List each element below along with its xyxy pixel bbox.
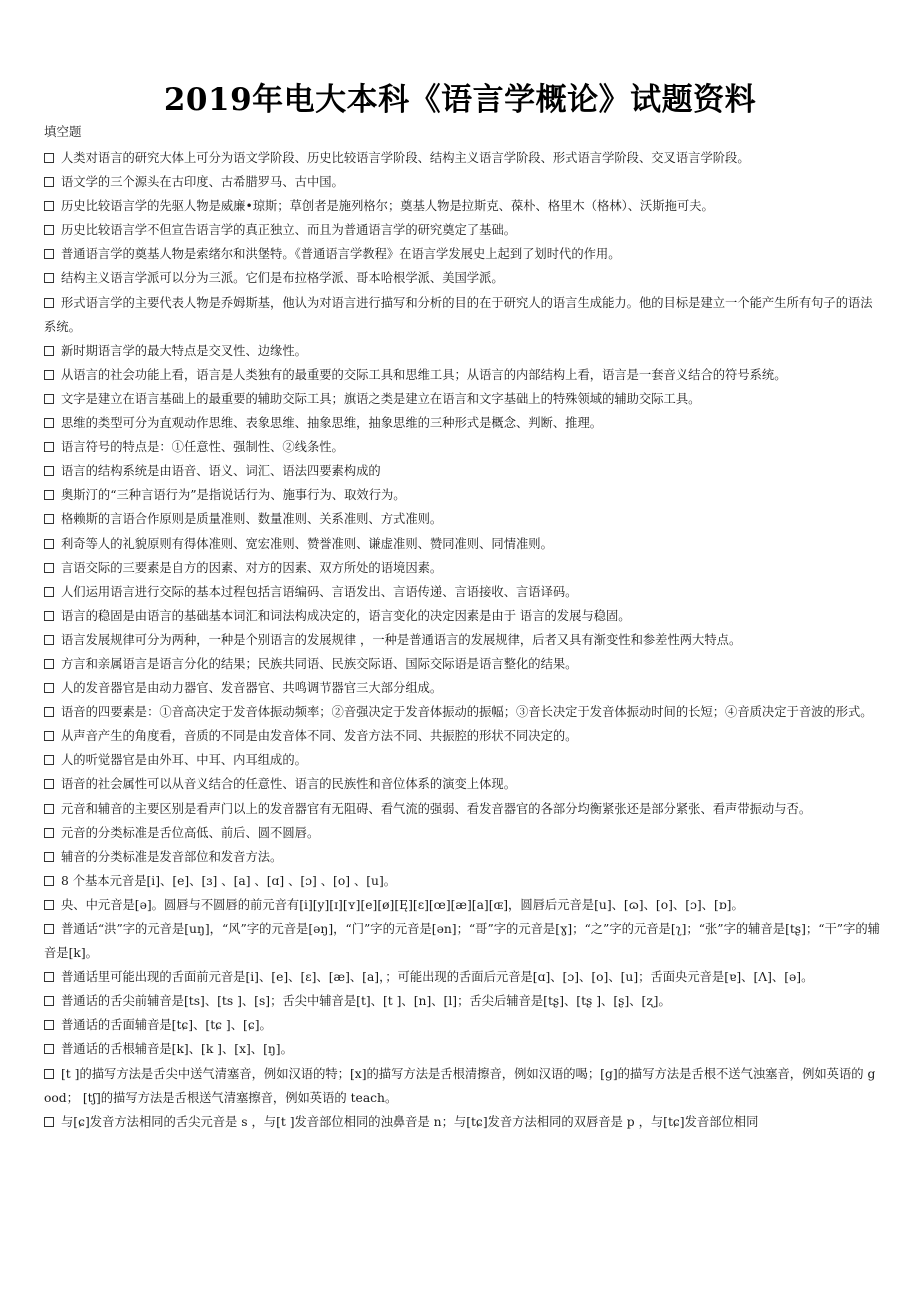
list-item	[44, 893, 882, 917]
checkbox-icon	[44, 804, 54, 814]
list-item	[44, 411, 882, 435]
list-item	[44, 1110, 882, 1134]
list-item	[44, 1013, 882, 1037]
list-item-text: 格赖斯的言语合作原则是质量准则、数量准则、关系准则、方式准则。	[61, 512, 443, 527]
checkbox-icon	[44, 1020, 54, 1030]
list-item	[44, 291, 882, 339]
list-item-text: 语音的社会属性可以从音义结合的任意性、语言的民族性和音位体系的演变上体现。	[61, 777, 516, 792]
list-item-text: 人的听觉器官是由外耳、中耳、内耳组成的。	[61, 753, 307, 768]
checkbox-icon	[44, 635, 54, 645]
section-heading: 填空题	[44, 124, 82, 139]
list-item-text: 普通话的舌面辅音是[tɕ]、[tɕ ]、[ɕ]。	[61, 1018, 272, 1033]
checkbox-icon	[44, 563, 54, 573]
list-item	[44, 845, 882, 869]
list-item-text: 从声音产生的角度看，音质的不同是由发音体不同、发音方法不同、共振腔的形状不同决定的。	[61, 729, 578, 744]
checkbox-icon	[44, 924, 54, 934]
checkbox-icon	[44, 755, 54, 765]
checkbox-icon	[44, 828, 54, 838]
list-item	[44, 266, 882, 290]
list-item	[44, 869, 882, 893]
list-item	[44, 965, 882, 989]
document-title: 2019年电大本科《语言学概论》试题资料	[163, 82, 757, 118]
list-item	[44, 483, 882, 507]
question-list	[44, 146, 882, 1134]
checkbox-icon	[44, 587, 54, 597]
list-item-text: 语言的结构系统是由语音、语义、词汇、语法四要素构成的	[61, 464, 381, 479]
checkbox-icon	[44, 1069, 54, 1079]
list-item	[44, 532, 882, 556]
list-item-text: 结构主义语言学派可以分为三派。它们是布拉格学派、哥本哈根学派、美国学派。	[61, 271, 504, 286]
list-item-text: 人类对语言的研究大体上可分为语文学阶段、历史比较语言学阶段、结构主义语言学阶段、形式语言学阶段、交叉语言学阶段。	[61, 151, 750, 165]
checkbox-icon	[44, 876, 54, 886]
checkbox-icon	[44, 611, 54, 621]
list-item-text: 奥斯汀的“三种言语行为”是指说话行为、施事行为、取效行为。	[61, 488, 406, 503]
list-item	[44, 146, 882, 170]
list-item	[44, 218, 882, 242]
list-item	[44, 628, 882, 652]
list-item-text: [t ]的描写方法是舌尖中送气清塞音，例如汉语的特；[x]的描写方法是舌根清擦音，例如汉语的喝；[g]的描写方法是舌根不送气浊塞音，例如英语的 good； [tʃ]的描写方法是舌根送气清塞擦音，例如英语的 teach。	[44, 1066, 876, 1105]
list-item-text: 人的发音器官是由动力器官、发音器官、共鸣调节器官三大部分组成。	[61, 681, 443, 696]
list-item-text: 利奇等人的礼貌原则有得体准则、宽宏准则、赞誉准则、谦虚准则、赞同准则、同情准则。	[61, 536, 553, 551]
list-item	[44, 507, 882, 531]
list-item-text: 新时期语言学的最大特点是交叉性、边缘性。	[61, 343, 307, 358]
checkbox-icon	[44, 852, 54, 862]
list-item	[44, 387, 882, 411]
checkbox-icon	[44, 370, 54, 380]
list-item-text: 普通话“洪”字的元音是[uŋ]，“风”字的元音是[əŋ]，“门”字的元音是[ən]；“哥”字的元音是[ɣ]；“之”字的元音是[ʅ]；“张”字的辅音是[tʂ]；“干”字的辅音是[k]。	[44, 922, 880, 961]
checkbox-icon	[44, 707, 54, 717]
checkbox-icon	[44, 153, 54, 163]
list-item-text: 文字是建立在语言基础上的最重要的辅助交际工具；旗语之类是建立在语言和文字基础上的特殊领域的辅助交际工具。	[61, 391, 701, 406]
list-item-text: 辅音的分类标准是发音部位和发音方法。	[61, 849, 283, 864]
list-item	[44, 797, 882, 821]
checkbox-icon	[44, 418, 54, 428]
checkbox-icon	[44, 514, 54, 524]
list-item	[44, 363, 882, 387]
checkbox-icon	[44, 1117, 54, 1127]
list-item	[44, 1062, 882, 1110]
list-item	[44, 459, 882, 483]
list-item	[44, 700, 882, 724]
checkbox-icon	[44, 249, 54, 259]
list-item	[44, 724, 882, 748]
list-item-text: 语音的四要素是：①音高决定于发音体振动频率；②音强决定于发音体振动的振幅；③音长决定于发音体振动时间的长短；④音质决定于音波的形式。	[61, 705, 873, 720]
checkbox-icon	[44, 659, 54, 669]
list-item	[44, 652, 882, 676]
checkbox-icon	[44, 273, 54, 283]
list-item-text: 元音的分类标准是舌位高低、前后、圆不圆唇。	[61, 825, 320, 840]
list-item-text: 方言和亲属语言是语言分化的结果；民族共同语、民族交际语、国际交际语是语言整化的结果。	[61, 656, 578, 671]
checkbox-icon	[44, 442, 54, 452]
list-item	[44, 772, 882, 796]
checkbox-icon	[44, 996, 54, 1006]
checkbox-icon	[44, 298, 54, 308]
list-item-text: 形式语言学的主要代表人物是乔姆斯基，他认为对语言进行描写和分析的目的在于研究人的语言生成能力。他的目标是建立一个能产生所有句子的语法系统。	[44, 295, 873, 334]
list-item-text: 元音和辅音的主要区别是看声门以上的发音器官有无阻碍、看气流的强弱、看发音器官的各部分均衡紧张还是部分紧张、看声带振动与否。	[61, 801, 812, 816]
checkbox-icon	[44, 201, 54, 211]
list-item	[44, 917, 882, 965]
list-item	[44, 821, 882, 845]
list-item	[44, 435, 882, 459]
list-item	[44, 580, 882, 604]
list-item	[44, 989, 882, 1013]
checkbox-icon	[44, 683, 54, 693]
list-item-text: 普通话的舌根辅音是[k]、[k ]、[x]、[ŋ]。	[61, 1042, 293, 1057]
list-item-text: 从语言的社会功能上看，语言是人类独有的最重要的交际工具和思维工具；从语言的内部结构上看，语言是一套音义结合的符号系统。	[61, 367, 787, 382]
checkbox-icon	[44, 394, 54, 404]
checkbox-icon	[44, 539, 54, 549]
list-item-text: 语言符号的特点是：①任意性、强制性、②线条性。	[61, 440, 344, 455]
list-item-text: 语文学的三个源头在古印度、古希腊罗马、古中国。	[61, 175, 344, 190]
list-item	[44, 339, 882, 363]
list-item	[44, 676, 882, 700]
checkbox-icon	[44, 225, 54, 235]
list-item-text: 普通语言学的奠基人物是索绪尔和洪堡特。《普通语言学教程》在语言学发展史上起到了划时代的作用。	[61, 247, 621, 262]
list-item	[44, 194, 882, 218]
list-item-text: 语言发展规律可分为两种，一种是个别语言的发展规律 ，一种是普通语言的发展规律，后者又具有渐变性和参差性两大特点。	[61, 632, 742, 647]
list-item-text: 历史比较语言学不但宣告语言学的真正独立、而且为普通语言学的研究奠定了基础。	[61, 223, 516, 238]
checkbox-icon	[44, 972, 54, 982]
list-item	[44, 1037, 882, 1061]
list-item-text: 8 个基本元音是[i]、[e]、[ɜ] 、[a] 、[ɑ] 、[ɔ] 、[o] 、[u]。	[61, 873, 397, 888]
checkbox-icon	[44, 731, 54, 741]
list-item-text: 历史比较语言学的先驱人物是威廉•琼斯；草创者是施列格尔；奠基人物是拉斯克、葆朴、格里木（格林）、沃斯拖可夫。	[61, 199, 714, 214]
list-item-text: 言语交际的三要素是自方的因素、对方的因素、双方所处的语境因素。	[61, 560, 443, 575]
list-item	[44, 556, 882, 580]
list-item	[44, 604, 882, 628]
list-item	[44, 242, 882, 266]
checkbox-icon	[44, 1044, 54, 1054]
list-item-text: 普通话的舌尖前辅音是[ts]、[ts ]、[s]；舌尖中辅音是[t]、[t ]、[n]、[l]；舌尖后辅音是[tʂ]、[tʂ ]、[ʂ]、[ʐ]。	[61, 994, 671, 1009]
list-item-text: 人们运用语言进行交际的基本过程包括言语编码、言语发出、言语传递、言语接收、言语译码。	[61, 584, 578, 599]
checkbox-icon	[44, 466, 54, 476]
list-item-text: 语言的稳固是由语言的基础基本词汇和词法构成决定的，语言变化的决定因素是由于 语言的发展与稳固。	[61, 608, 631, 623]
checkbox-icon	[44, 177, 54, 187]
list-item-text: 央、中元音是[ə]。圆唇与不圆唇的前元音有[i][y][ɪ][ʏ][e][ø][Ę][ɛ][œ][æ][a][ɶ]，圆唇后元音是[u]、[ɷ]、[o]、[ɔ]、[ɒ]。	[61, 897, 744, 912]
checkbox-icon	[44, 900, 54, 910]
list-item	[44, 170, 882, 194]
checkbox-icon	[44, 779, 54, 789]
checkbox-icon	[44, 490, 54, 500]
checkbox-icon	[44, 346, 54, 356]
list-item-text: 思维的类型可分为直观动作思维、表象思维、抽象思维，抽象思维的三种形式是概念、判断、推理。	[61, 416, 603, 431]
list-item-text: 普通话里可能出现的舌面前元音是[i]、[e]、[ɛ]、[æ]、[a]，；可能出现的舌面后元音是[ɑ]、[ɔ]、[o]、[u]；舌面央元音是[ɐ]、[Ʌ]、[ə]。	[61, 970, 814, 985]
list-item-text: 与[ɕ]发音方法相同的舌尖元音是 s ，与[t ]发音部位相同的浊鼻音是 n；与[tɕ]发音方法相同的双唇音是 p ，与[tɕ]发音部位相同	[61, 1114, 759, 1129]
list-item	[44, 748, 882, 772]
